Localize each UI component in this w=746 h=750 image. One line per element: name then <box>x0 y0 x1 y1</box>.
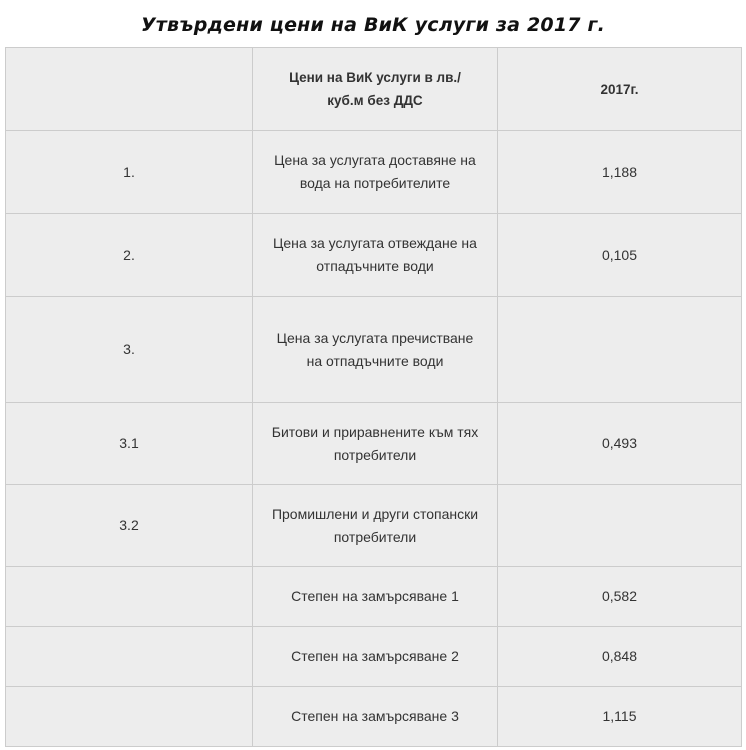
price-table <box>5 47 742 747</box>
row-service: Степен на замърсяване 2 <box>253 627 498 687</box>
table-row <box>6 485 742 567</box>
page-title: Утвърдени цени на ВиК услуги за 2017 г. <box>140 14 606 36</box>
row-price <box>498 297 742 403</box>
table-row <box>6 687 742 747</box>
row-price: 1,188 <box>498 131 742 214</box>
row-service: Битови и приравнените към тях потребители <box>253 403 498 485</box>
header-cell-year: 2017г. <box>498 48 742 131</box>
table-row <box>6 627 742 687</box>
header-cell-number <box>6 48 253 131</box>
row-service: Степен на замърсяване 1 <box>253 567 498 627</box>
table-row <box>6 567 742 627</box>
row-number: 2. <box>6 214 253 297</box>
table-row <box>6 403 742 485</box>
row-number: 3.1 <box>6 403 253 485</box>
row-number: 3. <box>6 297 253 403</box>
row-number <box>6 567 253 627</box>
row-number <box>6 627 253 687</box>
row-price: 1,115 <box>498 687 742 747</box>
row-price: 0,105 <box>498 214 742 297</box>
row-price <box>498 485 742 567</box>
row-price: 0,582 <box>498 567 742 627</box>
row-number: 3.2 <box>6 485 253 567</box>
row-service: Промишлени и други стопански потребители <box>253 485 498 567</box>
row-number: 1. <box>6 131 253 214</box>
row-price: 0,848 <box>498 627 742 687</box>
row-number <box>6 687 253 747</box>
row-service: Цена за услугата отвеждане на отпадъчните води <box>253 214 498 297</box>
header-cell-service: Цени на ВиК услуги в лв./куб.м без ДДС <box>253 48 498 131</box>
table-row <box>6 214 742 297</box>
table-row <box>6 131 742 214</box>
row-price: 0,493 <box>498 403 742 485</box>
table-row <box>6 297 742 403</box>
row-service: Степен на замърсяване 3 <box>253 687 498 747</box>
row-service: Цена за услугата пречистване на отпадъчните води <box>253 297 498 403</box>
table-header-row <box>6 48 742 131</box>
row-service: Цена за услугата доставяне на вода на потребителите <box>253 131 498 214</box>
